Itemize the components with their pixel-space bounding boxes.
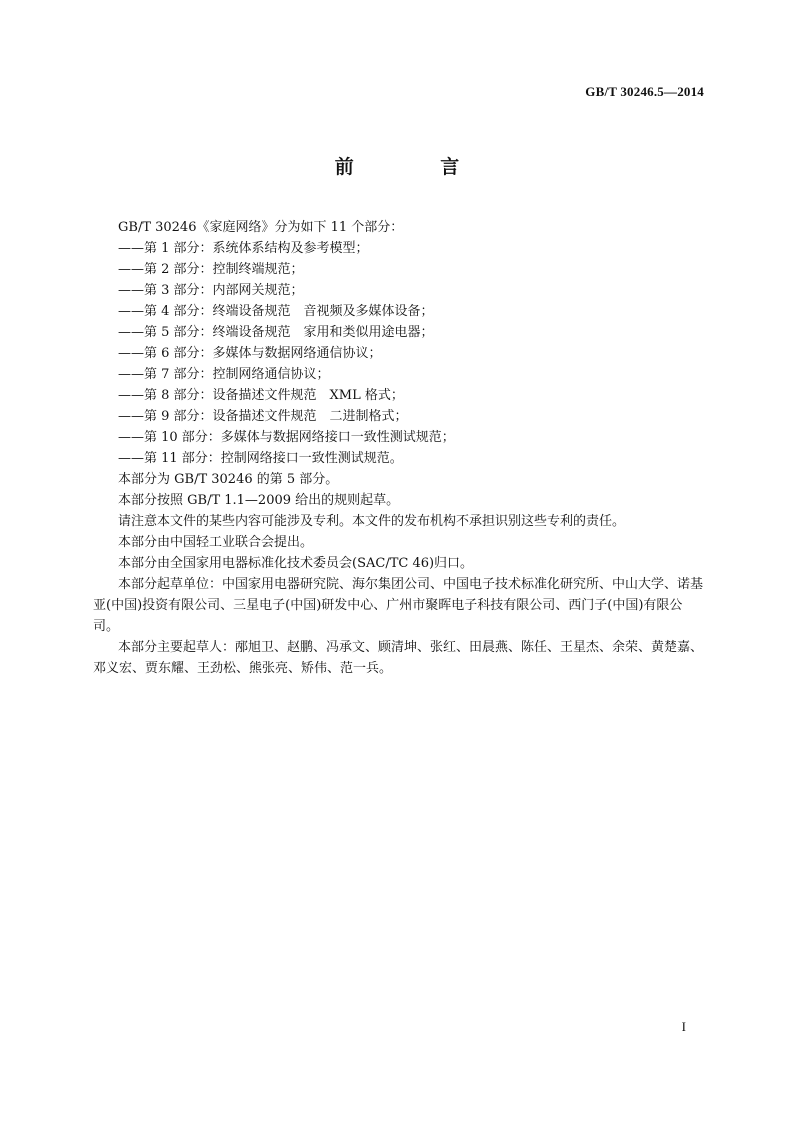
statement-paragraph: 本部分由中国轻工业联合会提出。	[118, 535, 314, 550]
list-item: ——第 6 部分：多媒体与数据网络通信协议；	[118, 346, 382, 361]
statement-paragraph: 本部分由全国家用电器标准化技术委员会(SAC/TC 46)归口。	[118, 556, 474, 571]
drafters-paragraph: 本部分主要起草人：邴旭卫、赵鹏、冯承文、顾清坤、张红、田晨燕、陈任、王星杰、余荣、黄楚嘉、邓义宏、贾东耀、王劲松、熊张亮、矫伟、范一兵。	[93, 640, 704, 676]
statement-paragraph: 本部分按照 GB/T 1.1—2009 给出的规则起草。	[118, 493, 400, 508]
page-number: I	[681, 1019, 686, 1034]
list-item: ——第 11 部分：控制网络接口一致性测试规范。	[118, 451, 403, 466]
statement-paragraph: 请注意本文件的某些内容可能涉及专利。本文件的发布机构不承担识别这些专利的责任。	[118, 514, 626, 529]
standard-code: GB/T 30246.5—2014	[585, 84, 704, 99]
list-item: ——第 10 部分：多媒体与数据网络接口一致性测试规范；	[118, 430, 455, 445]
list-item: ——第 9 部分：设备描述文件规范 二进制格式；	[118, 409, 408, 424]
drafting-units-paragraph: 本部分起草单位：中国家用电器研究院、海尔集团公司、中国电子技术标准化研究所、中山大学、诺基亚(中国)投资有限公司、三星电子(中国)研发中心、广州市聚晖电子科技有限公司、西门子(中国)有限公司。	[93, 577, 704, 634]
list-item: ——第 4 部分：终端设备规范 音视频及多媒体设备；	[118, 304, 434, 319]
foreword-body	[93, 217, 705, 679]
list-item: ——第 1 部分：系统体系结构及参考模型；	[118, 241, 369, 256]
list-item: ——第 5 部分：终端设备规范 家用和类似用途电器；	[118, 325, 434, 340]
intro-paragraph: GB/T 30246《家庭网络》分为如下 11 个部分：	[118, 220, 404, 235]
list-item: ——第 3 部分：内部网关规范；	[118, 283, 304, 298]
page-title: 前 言	[334, 156, 500, 178]
statement-paragraph: 本部分为 GB/T 30246 的第 5 部分。	[118, 472, 339, 487]
list-item: ——第 7 部分：控制网络通信协议；	[118, 367, 330, 382]
list-item: ——第 8 部分：设备描述文件规范 XML 格式；	[118, 388, 404, 403]
list-item: ——第 2 部分：控制终端规范；	[118, 262, 304, 277]
